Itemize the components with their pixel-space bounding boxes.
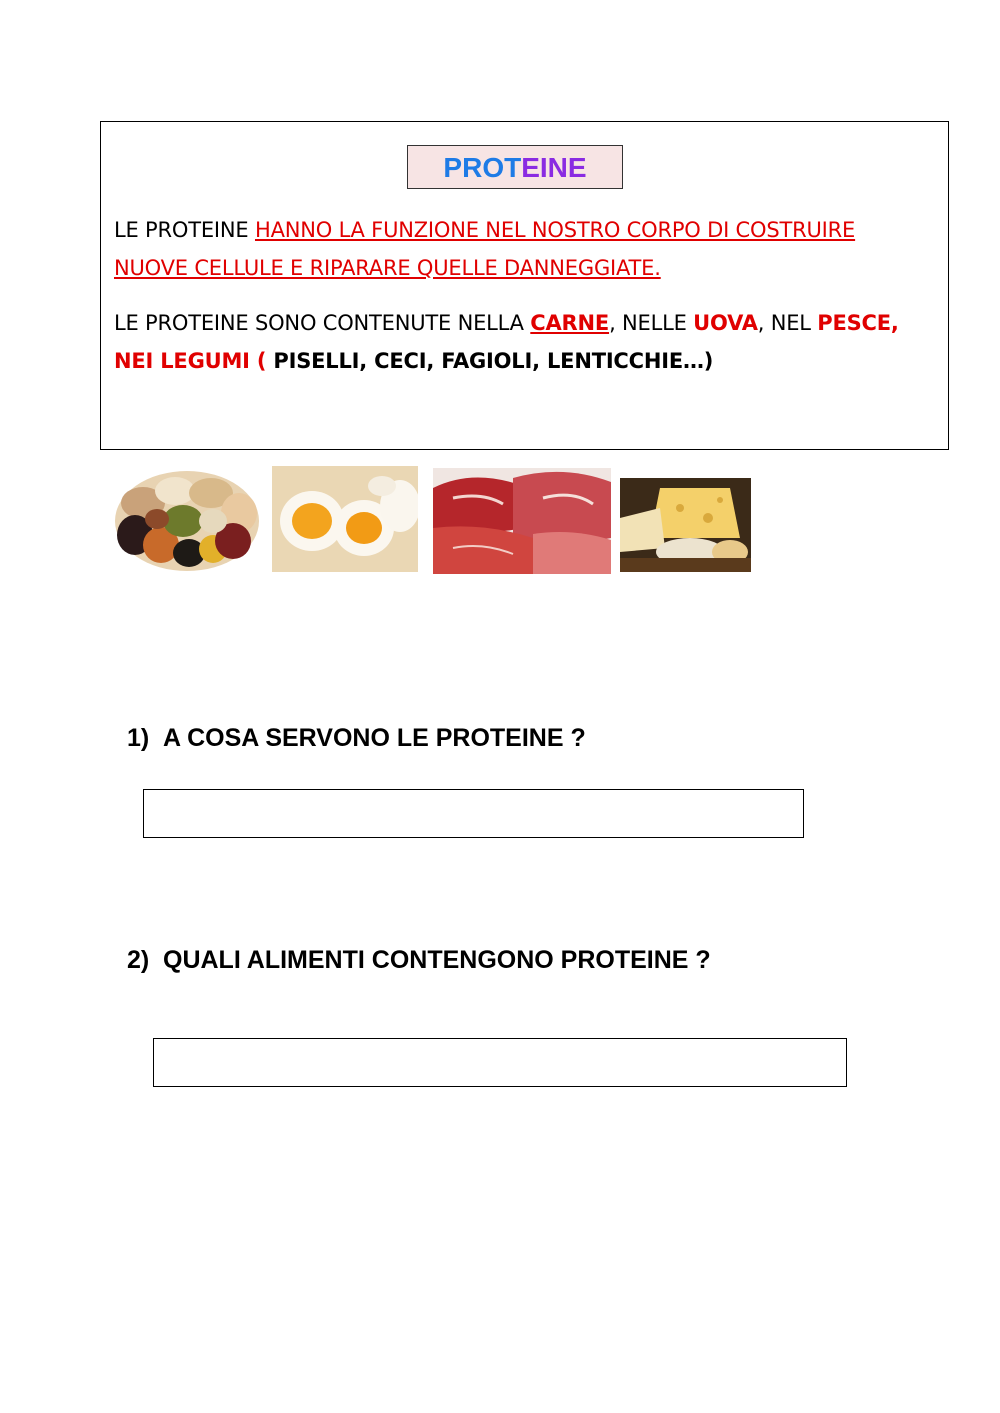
question-2-text: QUALI ALIMENTI CONTENGONO PROTEINE ? [163,946,711,974]
sources-paragraph [114,304,934,380]
question-2 [127,946,711,975]
info-box [100,121,949,450]
answer-1-field[interactable] [143,789,804,838]
boiled-eggs-photo [272,466,418,572]
question-1 [127,724,586,753]
cheese-photo [620,478,751,572]
legumes-photo [113,463,261,574]
para2-lead: LE PROTEINE SONO CONTENUTE NELLA [114,311,531,335]
question-1-text: A COSA SERVONO LE PROTEINE ? [163,724,586,752]
function-highlight: HANNO LA FUNZIONE NEL NOSTRO CORPO DI COSTRUIRE NUOVE CELLULE E RIPARARE QUELLE DANNEGGIATE. [114,218,856,280]
carne-word: CARNE [530,311,610,335]
uova-word: UOVA [693,311,758,335]
answer-2-field[interactable] [153,1038,847,1087]
raw-meat-photo [433,468,611,574]
sep-1: , NELLE [609,311,694,335]
pesce-legumi-words: PESCE, NEI LEGUMI ( [114,311,899,373]
function-paragraph [114,211,934,287]
sep-2: , NEL [757,311,818,335]
legume-examples: PISELLI, CECI, FAGIOLI, LENTICCHIE…) [273,349,714,373]
title-part-1: PROT [443,152,522,183]
question-2-number: 2) [127,946,150,974]
para1-lead: LE PROTEINE [114,218,255,242]
page-title [407,145,623,189]
question-1-number: 1) [127,724,150,752]
title-part-2: EINE [521,152,587,183]
